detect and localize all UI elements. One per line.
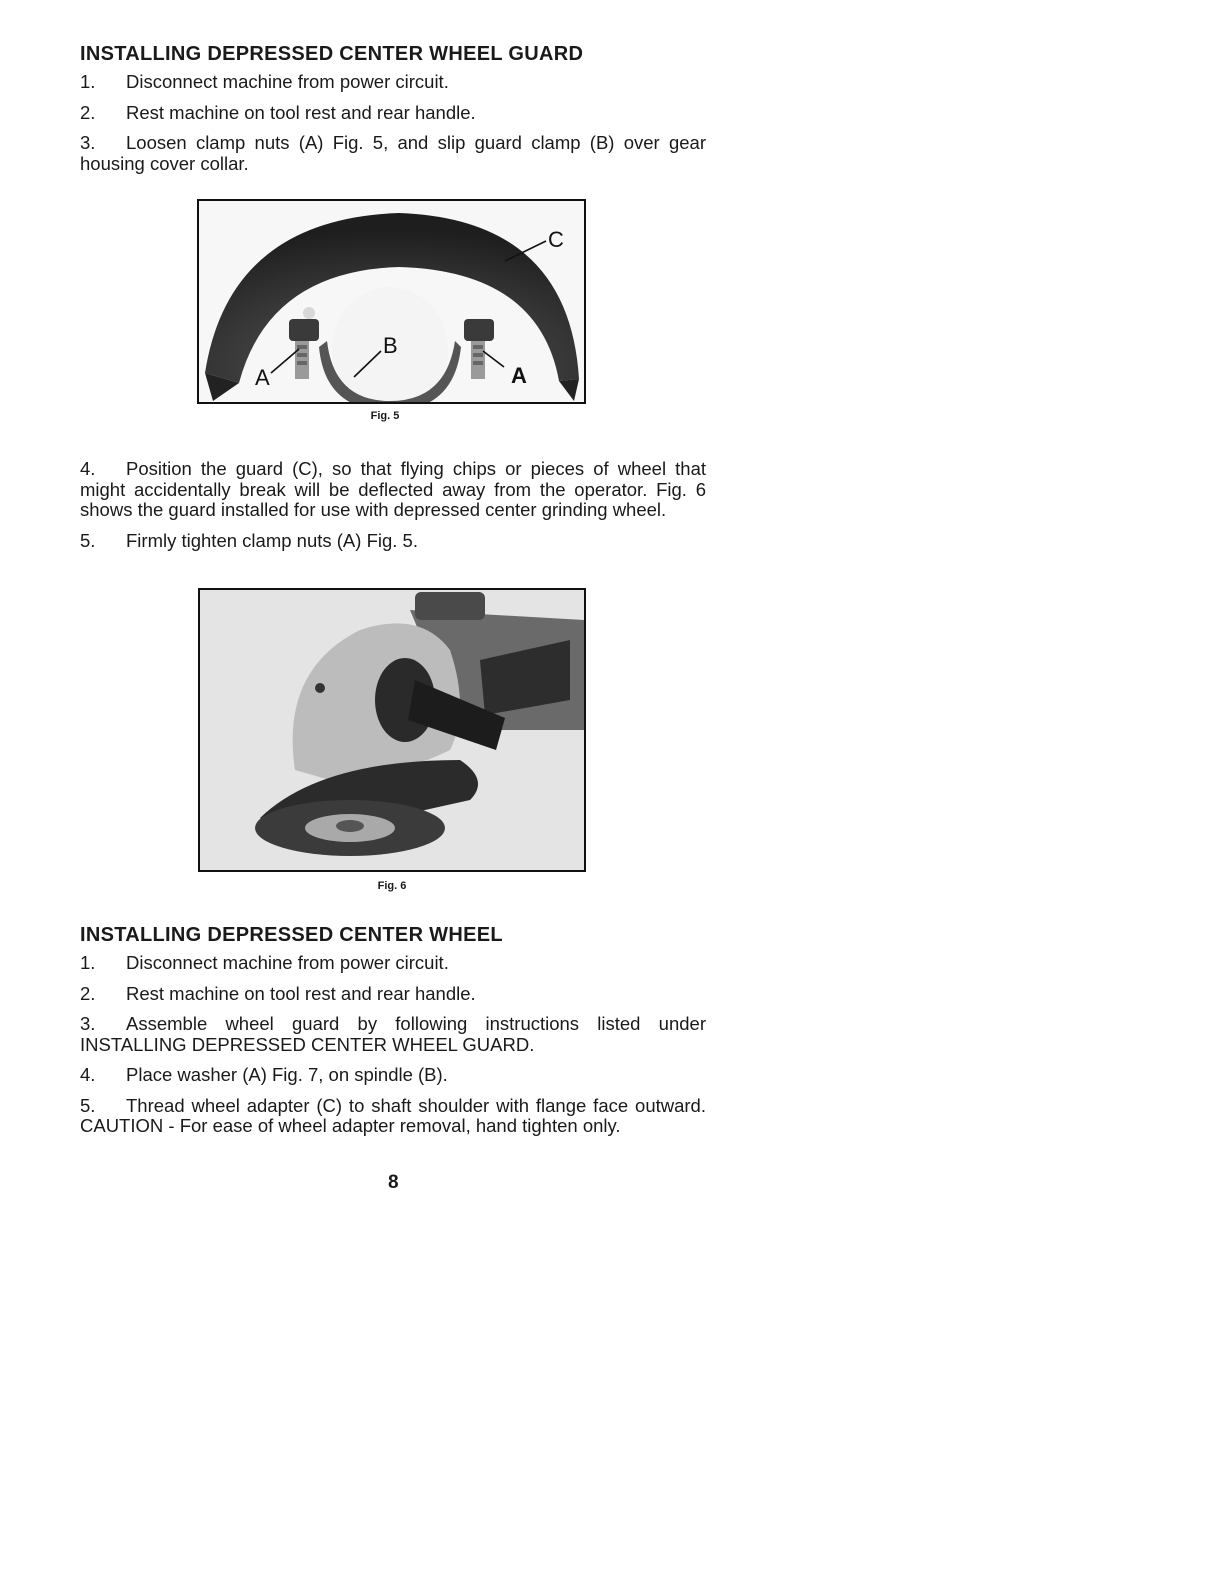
step-text: Firmly tighten clamp nuts (A) Fig. 5. [126,529,418,551]
section-heading-wheel: INSTALLING DEPRESSED CENTER WHEEL [80,924,503,946]
section-guard-continued [80,459,706,561]
wheel-step-1 [80,953,706,974]
guard-illustration [199,201,584,402]
callout-a-left: A [255,365,270,390]
step-number: 4. [80,458,96,479]
figure-5-photo [197,199,586,404]
step-number: 5. [80,1094,96,1116]
guard-step-3 [80,133,706,174]
figure-6-photo [198,588,586,872]
guard-step-5 [80,531,706,552]
step-number: 1. [80,952,96,973]
step-number: 2. [80,982,96,1004]
figure-5-caption: Fig. 5 [370,410,400,422]
step-text: Thread wheel adapter (C) to shaft shoulder with flange face outward. CAUTION - For ease of wheel adapter removal, hand tighten only. [80,1094,706,1136]
section-heading-guard: INSTALLING DEPRESSED CENTER WHEEL GUARD [80,43,584,65]
grinder-illustration [200,590,584,870]
step-text: Disconnect machine from power circuit. [126,71,449,92]
wheel-step-3 [80,1014,706,1055]
figure-6-caption: Fig. 6 [377,880,407,892]
callout-c: C [548,227,564,252]
page-number: 8 [388,1172,399,1193]
step-number: 4. [80,1064,96,1085]
wheel-step-4 [80,1065,706,1086]
step-number: 5. [80,529,96,551]
step-text: Rest machine on tool rest and rear handle. [126,982,476,1004]
callout-b: B [383,333,398,358]
step-text: Loosen clamp nuts (A) Fig. 5, and slip guard clamp (B) over gear housing cover collar. [80,132,706,174]
wheel-step-5 [80,1096,706,1137]
step-number: 2. [80,101,96,123]
guard-step-2 [80,103,706,124]
section-wheel [80,923,706,1147]
step-text: Disconnect machine from power circuit. [126,952,449,973]
step-text: Assemble wheel guard by following instructions listed under INSTALLING DEPRESSED CENTER WHEEL GUARD. [80,1013,706,1055]
step-text: Place washer (A) Fig. 7, on spindle (B). [126,1064,448,1085]
step-number: 3. [80,132,96,153]
step-number: 3. [80,1013,96,1034]
wheel-step-2 [80,984,706,1005]
section-guard [80,42,706,184]
guard-step-1 [80,72,706,93]
step-number: 1. [80,71,96,92]
guard-step-4 [80,459,706,521]
step-text: Position the guard (C), so that flying chips or pieces of wheel that might accidentally break will be deflected away from the operator. Fig. 6 shows the guard installed for use with depressed center grinding wheel. [80,458,706,520]
step-text: Rest machine on tool rest and rear handle. [126,101,476,123]
callout-a-right: A [511,363,527,388]
